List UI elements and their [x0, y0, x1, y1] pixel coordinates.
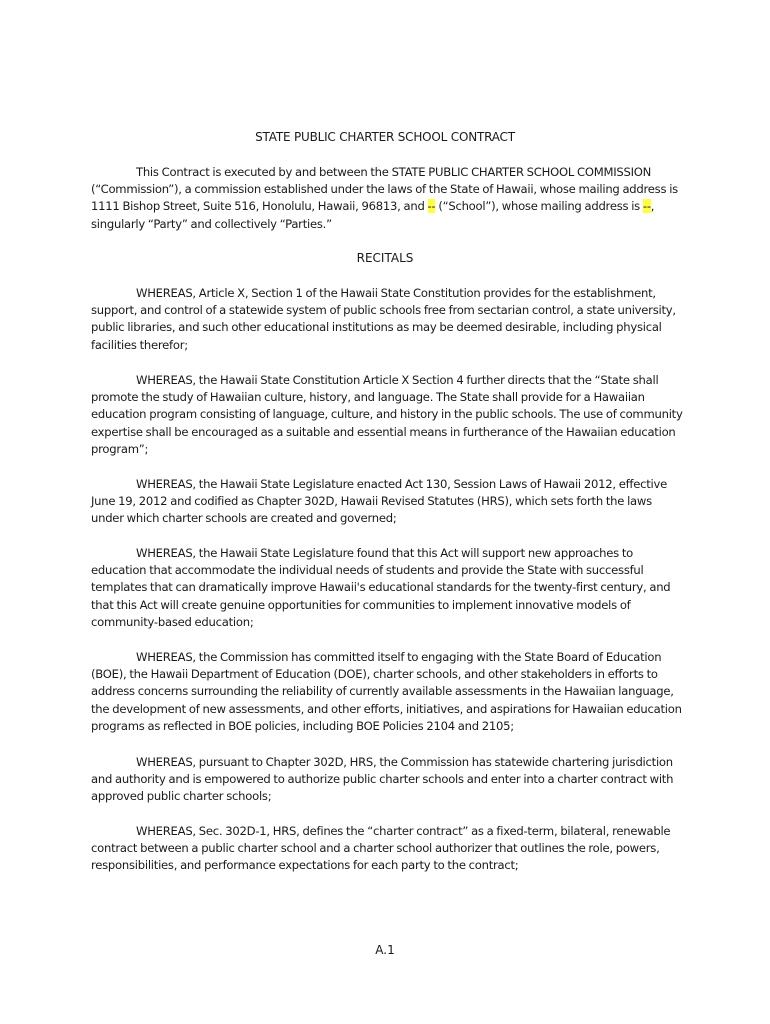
intro-text-part2: (“School”), whose mailing address is	[435, 199, 643, 214]
page-number: A.1	[375, 943, 395, 957]
intro-text-part1: This Contract is executed by and between the STATE PUBLIC CHARTER SCHOOL COMMISSION (“Commission”), a commission established under the laws of the State of Hawaii, whose mailing address is 1111 Bishop Street, Suite 516, Honolulu, Hawaii, 96813, and	[91, 165, 678, 214]
school-name-blank: --	[427, 199, 436, 214]
recital-paragraph-3: WHEREAS, the Hawaii State Legislature enacted Act 130, Session Laws of Hawaii 2012, effective June 19, 2012 and codified as Chapter 302D, Hawaii Revised Statutes (HRS), which sets forth the laws under which charter schools are created and governed;	[91, 477, 668, 526]
recital-paragraph-2: WHEREAS, the Hawaii State Constitution Article X Section 4 further directs that the “State shall promote the study of Hawaiian culture, history, and language. The State shall provide for a Hawaiian education program consisting of language, culture, and history in the public schools. The use of community expertise shall be encouraged as a suitable and essential means in furtherance of the Hawaiian education program”;	[91, 373, 683, 456]
recitals-heading: RECITALS	[356, 251, 414, 265]
intro-paragraph	[91, 164, 683, 233]
school-address-blank: --	[642, 199, 651, 214]
recital-paragraph-1: WHEREAS, Article X, Section 1 of the Hawaii State Constitution provides for the establishment, support, and control of a statewide system of public schools free from sectarian control, a state university, public libraries, and such other educational institutions as may be deemed desirable, including physical facilities therefor;	[91, 286, 676, 352]
recital-paragraph-5: WHEREAS, the Commission has committed itself to engaging with the State Board of Education (BOE), the Hawaii Department of Education (DOE), charter schools, and other stakeholders in efforts to address concerns surrounding the reliability of currently available assessments in the Hawaiian language, the development of new assessments, and other efforts, initiatives, and aspirations for Hawaiian education programs as reflected in BOE policies, including BOE Policies 2104 and 2105;	[91, 650, 682, 733]
recital-paragraph-6: WHEREAS, pursuant to Chapter 302D, HRS, the Commission has statewide chartering jurisdiction and authority and is empowered to authorize public charter schools and enter into a charter contract with approved public charter schools;	[91, 755, 674, 804]
recital-paragraph-7: WHEREAS, Sec. 302D-1, HRS, defines the “charter contract” as a fixed-term, bilateral, renewable contract between a public charter school and a charter school authorizer that outlines the role, powers, responsibilities, and performance expectations for each party to the contract;	[91, 824, 671, 873]
document-title: STATE PUBLIC CHARTER SCHOOL CONTRACT	[255, 130, 515, 144]
intro-text-part3: , singularly “Party” and collectively “Parties.”	[91, 199, 655, 231]
recital-paragraph-4: WHEREAS, the Hawaii State Legislature found that this Act will support new approaches to education that accommodate the individual needs of students and provide the State with successful templates that can dramatically improve Hawaii's educational standards for the twenty-first century, and that this Act will create genuine opportunities for communities to implement innovative models of community-based education;	[91, 546, 671, 629]
